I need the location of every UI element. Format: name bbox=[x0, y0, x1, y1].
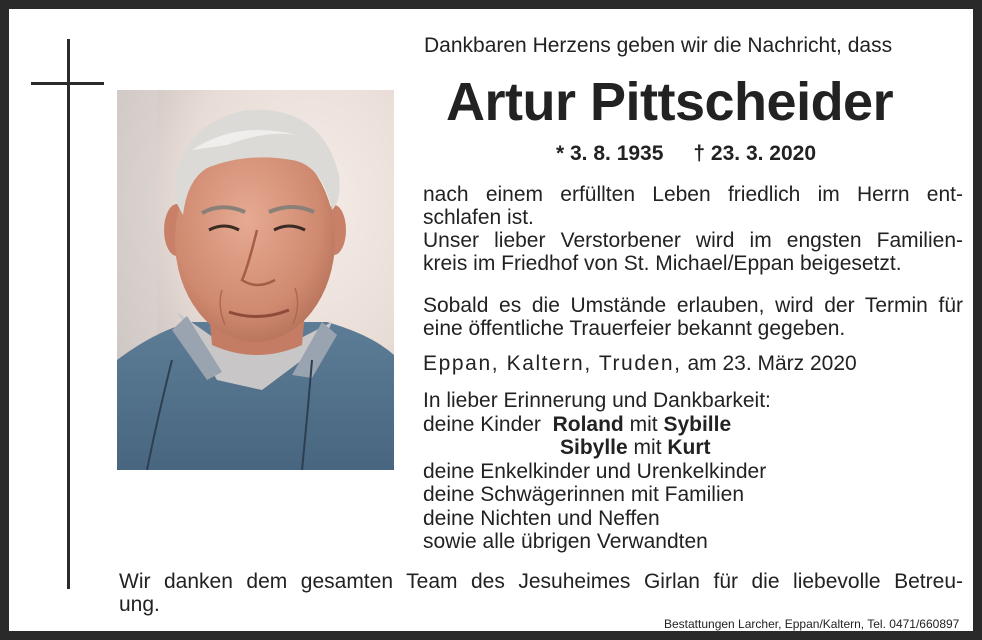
child-name: Roland bbox=[552, 412, 624, 436]
notice-date: am 23. März 2020 bbox=[687, 352, 857, 375]
with-word: mit bbox=[633, 436, 662, 459]
mourner-line: deine Enkelkinder und Urenkelkinder bbox=[423, 459, 767, 483]
mourner-line: deine Schwägerinnen mit Familien bbox=[423, 483, 744, 506]
memorial-service-paragraph bbox=[423, 294, 963, 340]
paragraph-line: Unser lieber Verstorbener wird im engsten Familien- bbox=[423, 229, 963, 252]
cross-horizontal-bar bbox=[31, 82, 104, 85]
deceased-name: Artur Pittscheider bbox=[446, 72, 894, 132]
children-prefix: deine Kinder bbox=[423, 412, 541, 436]
partner-name: Sybille bbox=[663, 412, 732, 436]
intro-line: Dankbaren Herzens geben wir die Nachricht, dass bbox=[424, 34, 893, 57]
thanks-line: Wir danken dem gesamten Team des Jesuheimes Girlan für die liebevolle Betreu- bbox=[119, 570, 963, 593]
paragraph-line: kreis im Friedhof von St. Michael/Eppan beigesetzt. bbox=[423, 252, 902, 275]
thanks-line: ung. bbox=[119, 593, 160, 616]
children-row bbox=[423, 413, 771, 437]
birth-date: * 3. 8. 1935 bbox=[556, 142, 664, 165]
portrait-photo bbox=[117, 90, 394, 470]
mourner-line: deine Nichten und Neffen bbox=[423, 506, 660, 530]
children-row bbox=[423, 436, 771, 460]
paragraph-line: nach einem erfüllten Leben friedlich im Herrn ent- bbox=[423, 183, 963, 206]
thanks-paragraph bbox=[119, 570, 963, 616]
child-name: Sibylle bbox=[560, 436, 628, 459]
funeral-home-credit: Bestattungen Larcher, Eppan/Kaltern, Tel. 0471/660897 bbox=[664, 617, 960, 631]
with-word: mit bbox=[629, 412, 658, 436]
mourner-line: sowie alle übrigen Verwandten bbox=[423, 530, 708, 553]
paragraph-line: eine öffentliche Trauerfeier bekannt gegeben. bbox=[423, 317, 846, 340]
life-dates bbox=[556, 142, 816, 166]
mourners-list bbox=[423, 389, 771, 554]
partner-name: Kurt bbox=[667, 436, 711, 459]
cross-vertical-bar bbox=[67, 39, 70, 589]
memory-line: In lieber Erinnerung und Dankbarkeit: bbox=[423, 389, 771, 412]
place-names: Eppan, Kaltern, Truden, bbox=[423, 352, 682, 375]
announcement-paragraph bbox=[423, 183, 963, 275]
place-and-date bbox=[423, 352, 857, 376]
death-date: † 23. 3. 2020 bbox=[693, 142, 817, 165]
paragraph-line: Sobald es die Umstände erlauben, wird der Termin für bbox=[423, 294, 963, 317]
paragraph-line: schlafen ist. bbox=[423, 206, 534, 229]
